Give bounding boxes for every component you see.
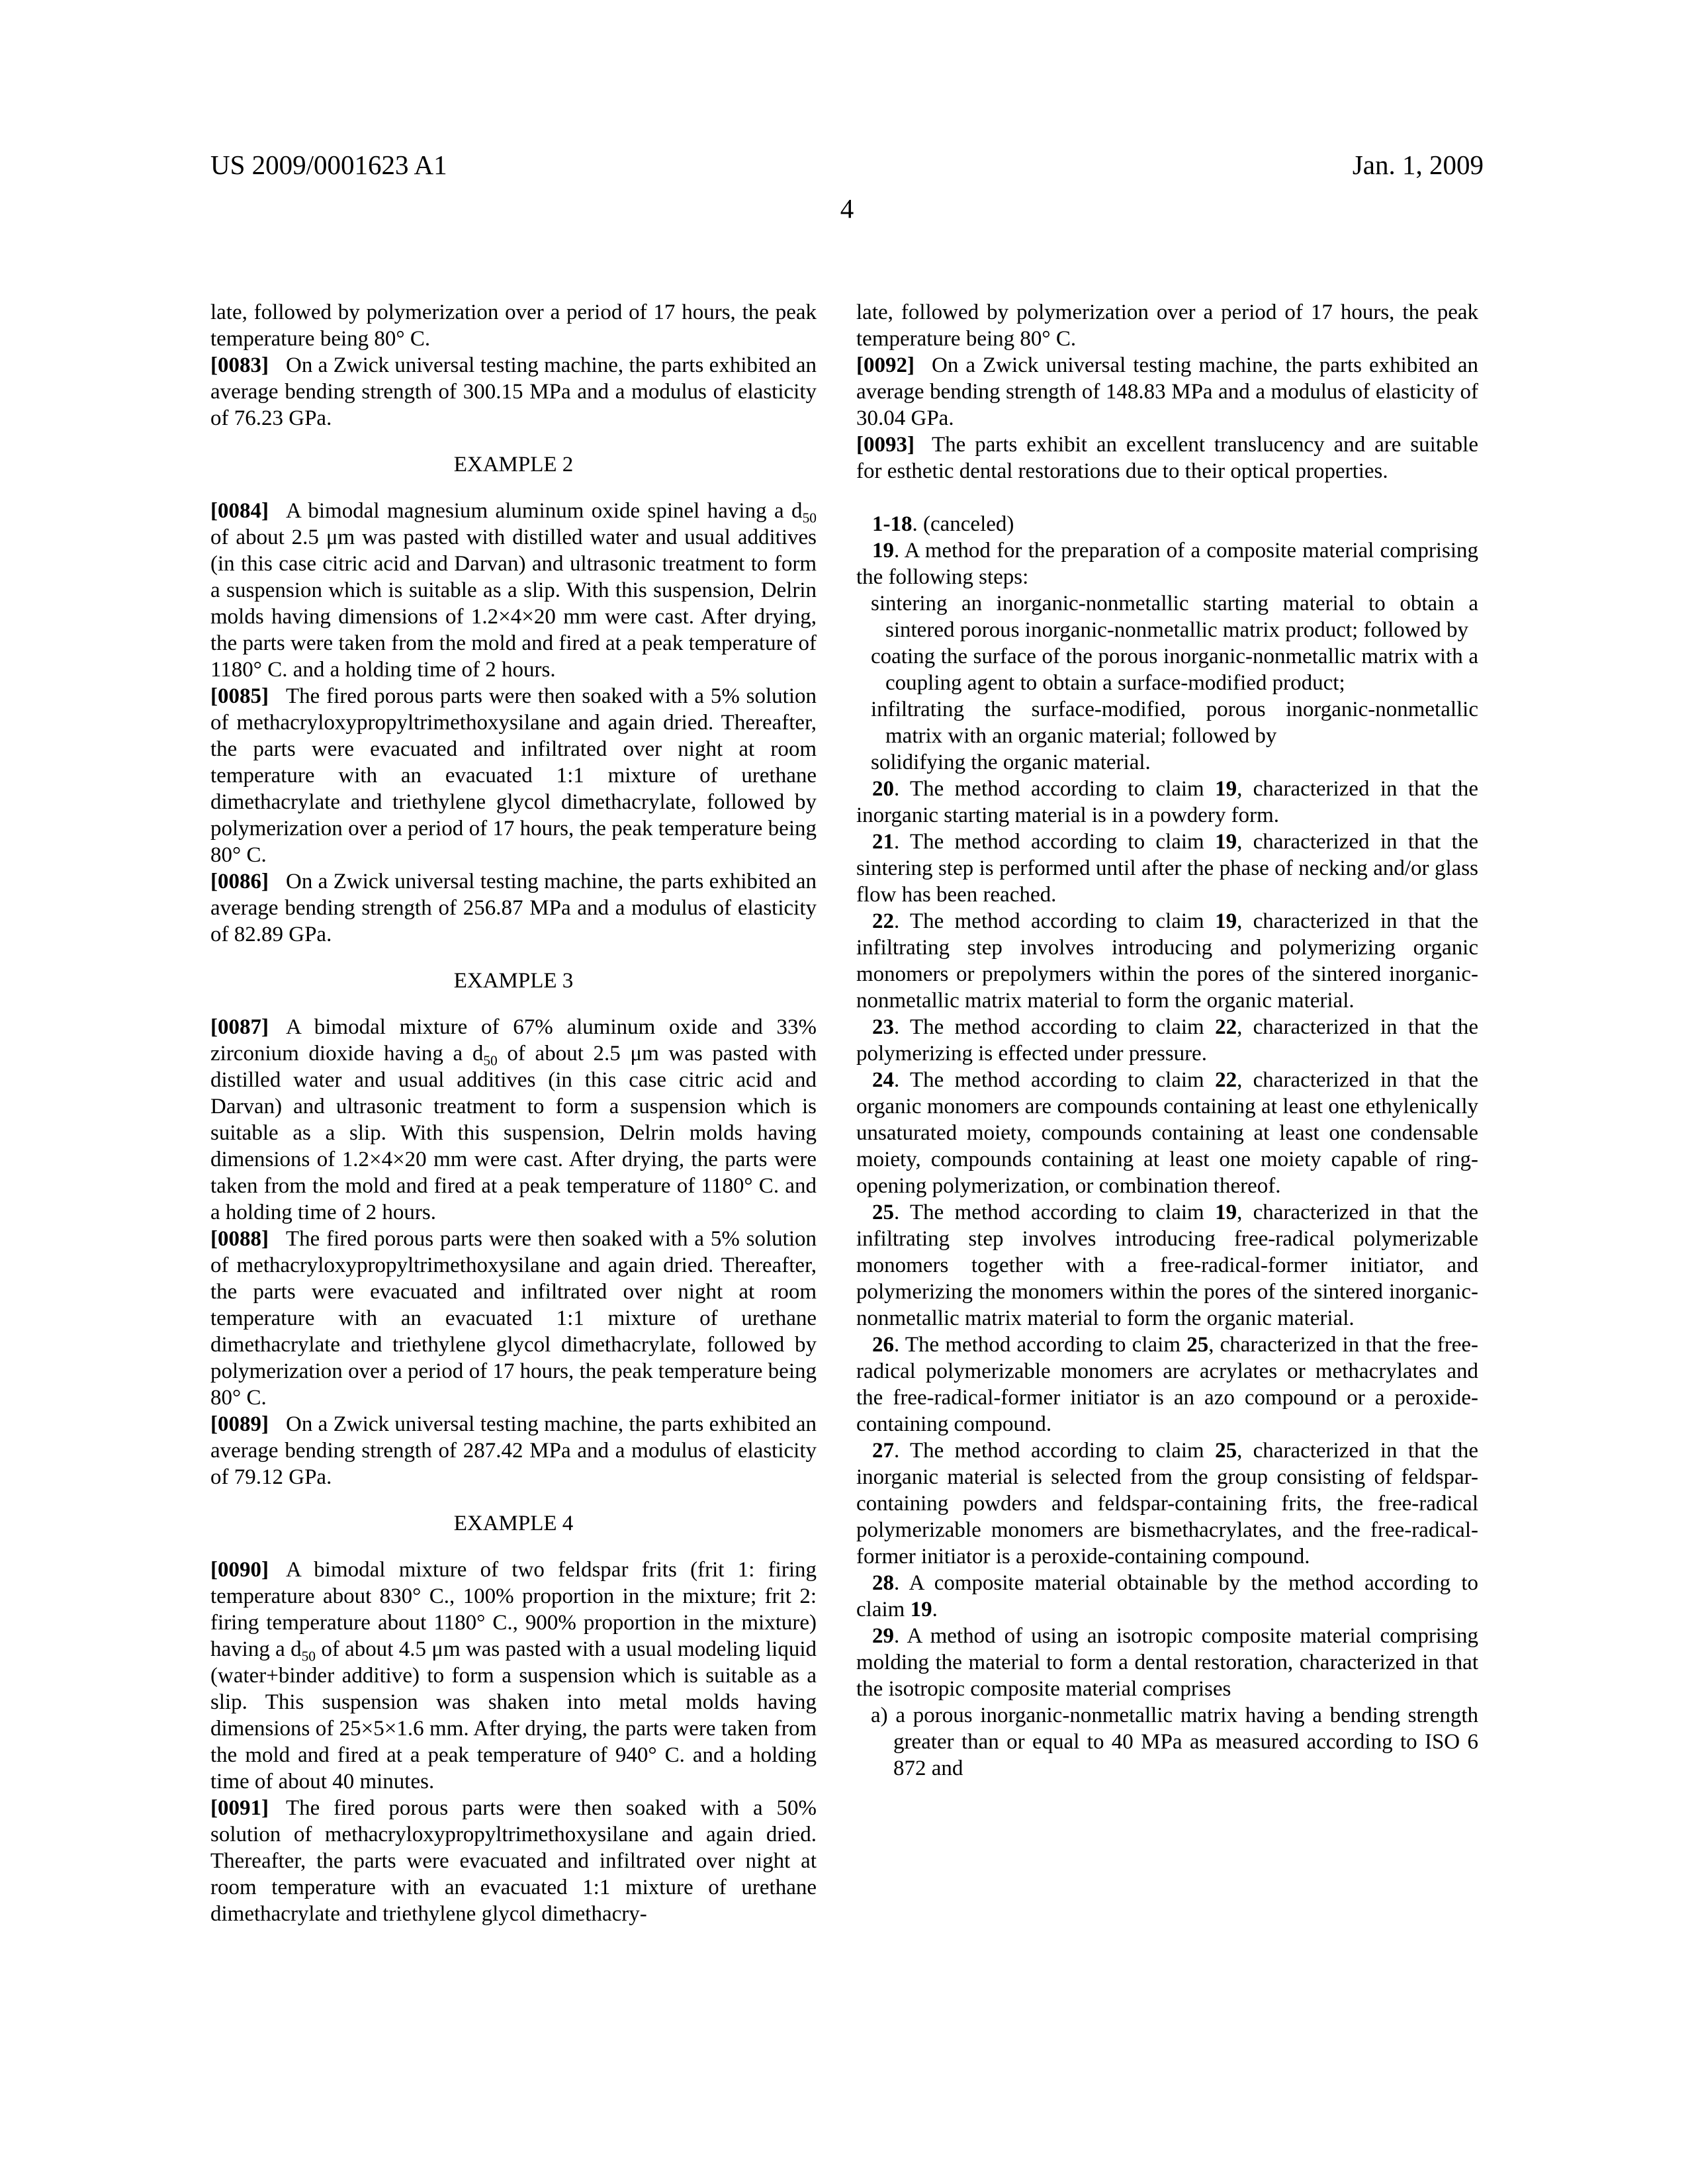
paragraph-0086: [210, 868, 817, 948]
claim-reference: 19: [1215, 830, 1237, 854]
claim-text: , characterized in that the polymerizing is effected under pressure.: [856, 1015, 1478, 1066]
paragraph-text: A bimodal mixture of 67% aluminum oxide and 33% zirconium dioxide having a d: [210, 1015, 817, 1066]
claim-reference: 22: [1215, 1068, 1237, 1092]
paragraph-0083: [210, 352, 817, 432]
page-header: [210, 150, 1484, 180]
paragraph-text: On a Zwick universal testing machine, the parts exhibited an average bending strength of 287.42 MPa and a modulus of elasticity of 79.12 GPa.: [210, 1412, 817, 1489]
claim-1-18: [856, 511, 1478, 537]
claim-text: , characterized in that the inorganic starting material is in a powdery form.: [856, 777, 1478, 827]
claim-19-step-sintering: sintering an inorganic-nonmetallic starting material to obtain a sintered porous inorganic-nonmetallic matrix product; followed by: [871, 592, 1478, 642]
paragraph-continuation: [856, 299, 1478, 352]
claim-text: . The method according to claim: [894, 1015, 1216, 1039]
right-column: [856, 299, 1478, 1782]
claim-text: , characterized in that the free-radical polymerizable monomers are acrylates or methacrylates and the free-radical-former initiator is an azo compound or a peroxide-containing compound.: [856, 1333, 1478, 1436]
paragraph-text: of about 4.5 μm was pasted with a usual modeling liquid (water+binder additive) to form a suspension which is suitable as a slip. This suspension was shaken into metal molds having dimensions of 25×5×1.6 mm. After drying, the parts were taken from the mold and fired at a peak temperature of 940° C. and a holding time of about 40 minutes.: [210, 1637, 817, 1794]
claim-28: [856, 1570, 1478, 1623]
subscript-50: 50: [483, 1052, 498, 1069]
claim-number: 22: [872, 909, 894, 933]
claim-26: [856, 1332, 1478, 1437]
claim-reference: 22: [1215, 1015, 1237, 1039]
paragraph-tag: [0091]: [210, 1796, 269, 1820]
claim-text: , characterized in that the infiltrating step involves introducing and polymerizing organic monomers or prepolymers within the pores of the sintered inorganic-nonmetallic matrix material to form the organic material.: [856, 909, 1478, 1013]
claim-19-step-infiltrating: infiltrating the surface-modified, porous inorganic-nonmetallic matrix with an organic material; followed by: [871, 698, 1478, 748]
paragraph-text: On a Zwick universal testing machine, the parts exhibited an average bending strength of 148.83 MPa and a modulus of elasticity of 30.04 GPa.: [856, 353, 1478, 430]
claim-24: [856, 1067, 1478, 1199]
claim-27: [856, 1437, 1478, 1570]
claim-20: [856, 776, 1478, 829]
paragraph-tag: [0090]: [210, 1558, 269, 1582]
paragraph-tag: [0084]: [210, 499, 269, 523]
paragraph-0092: [856, 352, 1478, 432]
claim-text: . A method of using an isotropic composite material comprising molding the material to form a dental restoration, characterized in that the isotropic composite material comprises: [856, 1624, 1478, 1701]
claim-21: [856, 829, 1478, 908]
claim-22: [856, 908, 1478, 1014]
paragraph-0089: [210, 1411, 817, 1490]
claim-text: . The method according to claim: [894, 909, 1216, 933]
claim-number: 28: [872, 1571, 894, 1595]
subscript-50: 50: [802, 510, 817, 526]
paragraph-text: On a Zwick universal testing machine, the parts exhibited an average bending strength of 300.15 MPa and a modulus of elasticity of 76.23 GPa.: [210, 353, 817, 430]
paragraph-tag: [0093]: [856, 433, 914, 457]
claim-reference: 25: [1215, 1439, 1237, 1463]
paragraph-tag: [0087]: [210, 1015, 269, 1039]
claim-reference: 19: [1215, 909, 1237, 933]
claim-number: 29: [872, 1624, 894, 1648]
claim-number: 21: [872, 830, 894, 854]
example-3-heading: EXAMPLE 3: [453, 969, 574, 993]
page-number: 4: [840, 193, 854, 224]
paragraph-text: of about 2.5 μm was pasted with distilled water and usual additives (in this case citric acid and Darvan) and ultrasonic treatment to form a suspension which is suitable as a slip. With this suspension, Delrin molds having dimensions of 1.2×4×20 mm were cast. After drying, the parts were taken from the mold and fired at a peak temperature of 1180° C. and a holding time of 2 hours.: [210, 1042, 817, 1224]
claim-19-step-coating: coating the surface of the porous inorganic-nonmetallic matrix with a coupling agent to obtain a surface-modified product;: [871, 645, 1478, 695]
claim-text: . A composite material obtainable by the method according to claim: [856, 1571, 1478, 1621]
paragraph-0085: [210, 683, 817, 868]
claim-29: [856, 1623, 1478, 1702]
paragraph-tag: [0083]: [210, 353, 269, 377]
paragraph-text: A bimodal magnesium aluminum oxide spinel having a d: [285, 499, 803, 523]
paragraph-text: On a Zwick universal testing machine, the parts exhibited an average bending strength of 256.87 MPa and a modulus of elasticity of 82.89 GPa.: [210, 870, 817, 946]
claim-text: . (canceled): [912, 512, 1014, 536]
claim-number: 25: [872, 1201, 894, 1224]
paragraph-text: The fired porous parts were then soaked with a 5% solution of methacryloxypropyltrimethoxysilane and again dried. Thereafter, the parts were evacuated and infiltrated over night at room temperature with an evacuated 1:1 mixture of urethane dimethacrylate and triethylene glycol dimethacrylate, followed by polymerization over a period of 17 hours, the peak temperature being 80° C.: [210, 1227, 817, 1410]
example-2-heading: EXAMPLE 2: [453, 453, 574, 477]
claim-reference: 25: [1186, 1333, 1209, 1357]
paragraph-tag: [0086]: [210, 870, 269, 893]
claim-text: . The method according to claim: [894, 1439, 1216, 1463]
paragraph-text: The fired porous parts were then soaked with a 5% solution of methacryloxypropyltrimethoxysilane and again dried. Thereafter, the parts were evacuated and infiltrated over night at room temperature with an evacuated 1:1 mixture of urethane dimethacrylate and triethylene glycol dimethacrylate, followed by polymerization over a period of 17 hours, the peak temperature being 80° C.: [210, 684, 817, 867]
paragraph-text: late, followed by polymerization over a period of 17 hours, the peak temperature being 80° C.: [210, 300, 817, 351]
claim-reference: 19: [1215, 1201, 1237, 1224]
claim-reference: 19: [1215, 777, 1237, 801]
paragraph-tag: [0089]: [210, 1412, 269, 1436]
publication-number: US 2009/0001623 A1: [210, 150, 447, 180]
claim-25: [856, 1199, 1478, 1332]
claim-reference: 19: [910, 1598, 932, 1621]
claim-number: 27: [872, 1439, 894, 1463]
paragraph-text: A bimodal mixture of two feldspar frits (frit 1: firing temperature about 830° C., 100% proportion in the mixture; frit 2: firing temperature about 1180° C., 900% proportion in the mixture) having a d: [210, 1558, 817, 1661]
claim-text: . The method according to claim: [894, 777, 1216, 801]
claim-number: 19: [872, 539, 894, 563]
publication-date: Jan. 1, 2009: [1352, 150, 1484, 180]
paragraph-tag: [0088]: [210, 1227, 269, 1251]
claim-text: , characterized in that the organic monomers are compounds containing at least one ethylenically unsaturated moiety, compounds containing at least one condensable moiety, compounds containing at least one moiety capable of ring-opening polymerization, or combination thereof.: [856, 1068, 1478, 1198]
claims-section: [856, 511, 1478, 1782]
paragraph-0093: [856, 432, 1478, 484]
claim-text: . The method according to claim: [894, 1201, 1216, 1224]
claim-23: [856, 1014, 1478, 1067]
subscript-50: 50: [301, 1648, 316, 1664]
claim-19: [856, 537, 1478, 590]
paragraph-0088: [210, 1226, 817, 1411]
paragraph-0090: [210, 1557, 817, 1795]
paragraph-0084: [210, 498, 817, 683]
claim-19-step-solidifying: solidifying the organic material.: [871, 751, 1151, 774]
claim-number: 23: [872, 1015, 894, 1039]
claim-text: .: [932, 1598, 938, 1621]
example-4-heading: EXAMPLE 4: [453, 1512, 574, 1535]
paragraph-tag: [0092]: [856, 353, 914, 377]
claim-text: , characterized in that the inorganic material is selected from the group consisting of feldspar-containing powders and feldspar-containing frits, the free-radical polymerizable monomers are bismethacrylates, and the free-radical-former initiator is a peroxide-containing compound.: [856, 1439, 1478, 1569]
claim-number: 20: [872, 777, 894, 801]
claim-text: . The method according to claim: [894, 830, 1216, 854]
claim-text: , characterized in that the infiltrating step involves introducing free-radical polymerizable monomers together with a free-radical-former initiator, and polymerizing the monomers within the pores of the sintered inorganic-nonmetallic matrix material to form the organic material.: [856, 1201, 1478, 1330]
paragraph-0087: [210, 1014, 817, 1226]
claim-text: . The method according to claim: [894, 1333, 1187, 1357]
claim-29-item-a: a) a porous inorganic-nonmetallic matrix having a bending strength greater than or equal to 40 MPa as measured according to ISO 6 872 and: [871, 1704, 1478, 1780]
claim-text: , characterized in that the sintering step is performed until after the phase of necking and/or glass flow has been reached.: [856, 830, 1478, 907]
claim-number: 1-18: [872, 512, 913, 536]
paragraph-text: The fired porous parts were then soaked with a 50% solution of methacryloxypropyltrimethoxysilane and again dried. Thereafter, the parts were evacuated and infiltrated over night at room temperature with an evacuated 1:1 mixture of urethane dimethacrylate and triethylene glycol dimethacry-: [210, 1796, 817, 1926]
claim-text: . A method for the preparation of a composite material comprising the following steps:: [856, 539, 1478, 589]
left-column: [210, 299, 817, 1927]
claim-number: 26: [872, 1333, 894, 1357]
claim-text: . The method according to claim: [894, 1068, 1216, 1092]
paragraph-0091: [210, 1795, 817, 1927]
paragraph-text: The parts exhibit an excellent translucency and are suitable for esthetic dental restorations due to their optical properties.: [856, 433, 1478, 483]
claim-number: 24: [872, 1068, 894, 1092]
paragraph-text: of about 2.5 μm was pasted with distilled water and usual additives (in this case citric acid and Darvan) and ultrasonic treatment to form a suspension which is suitable as a slip. With this suspension, Delrin molds having dimensions of 1.2×4×20 mm were cast. After drying, the parts were taken from the mold and fired at a peak temperature of 1180° C. and a holding time of 2 hours.: [210, 525, 817, 682]
paragraph-continuation: [210, 299, 817, 352]
paragraph-text: late, followed by polymerization over a period of 17 hours, the peak temperature being 80° C.: [856, 300, 1478, 351]
paragraph-tag: [0085]: [210, 684, 269, 708]
